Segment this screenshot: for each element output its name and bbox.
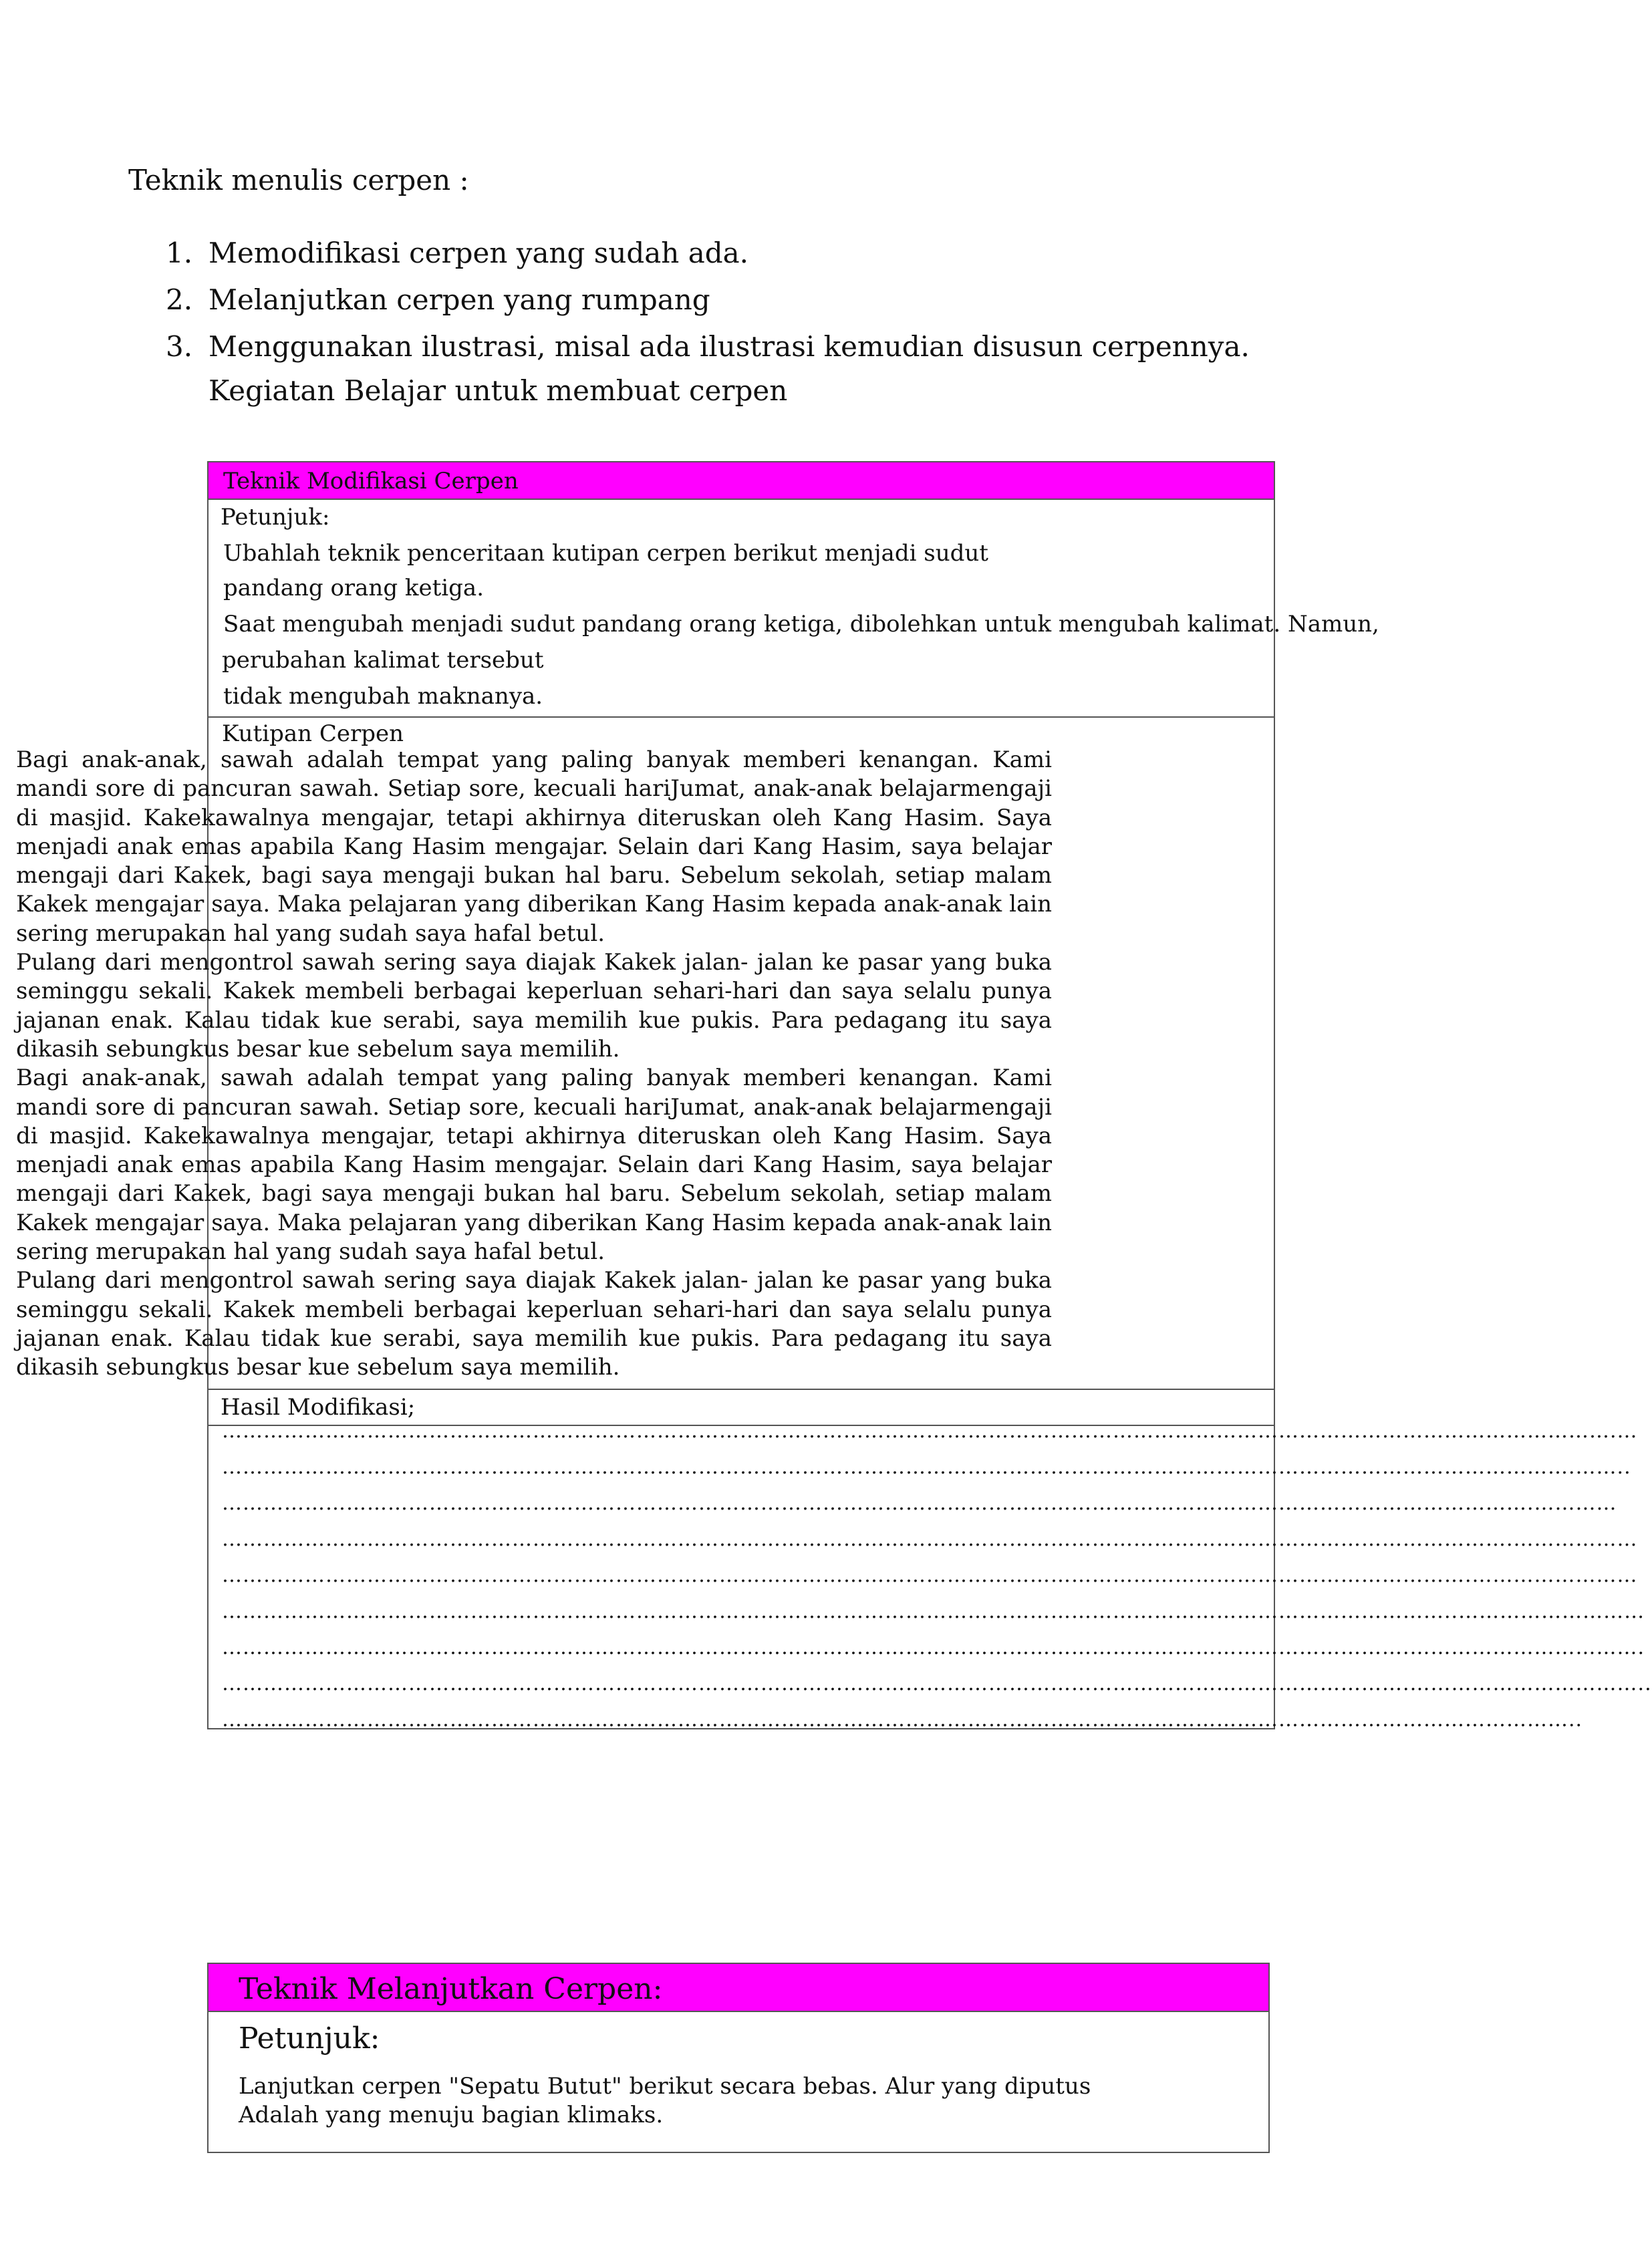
- divider: [209, 1389, 1274, 1390]
- list-number: 2.: [166, 283, 193, 316]
- list-number: 1.: [166, 237, 193, 269]
- table-header-title: Teknik Modifikasi Cerpen: [223, 468, 519, 495]
- technique-list: [166, 230, 1250, 370]
- dotted-line: ……………………………………………………………………………………………………………………………………………………….…………………………….: [222, 1636, 1645, 1659]
- petunjuk-label: Petunjuk:: [221, 504, 330, 531]
- dotted-line: ……………………………………………………………………………………………………………………………………………………………………….…………: [222, 1492, 1617, 1515]
- instruction-text: Saat mengubah menjadi sudut pandang orang ketiga, dibolehkan untuk mengubah kalimat. Namun,: [223, 611, 1379, 638]
- list-text: Melanjutkan cerpen yang rumpang: [209, 283, 710, 316]
- story-paragraph: Pulang dari mengontrol sawah sering saya diajak Kakek jalan- jalan ke pasar yang buka seminggu sekali. Kakek membeli berbagai keperluan sehari-hari dan saya selalu punya jajanan enak. Kalau tidak kue serabi, saya memilih kue pukis. Para pedagang itu saya dikasih sebungkus besar kue sebelum saya memilih.: [16, 949, 1052, 1063]
- list-item: [166, 323, 1250, 370]
- answer-lines[interactable]: [222, 1413, 1652, 1738]
- table-header: [209, 1964, 1268, 2012]
- divider: [209, 716, 1274, 718]
- instruction-text: perubahan kalimat tersebut: [222, 647, 544, 674]
- list-text: Menggunakan ilustrasi, misal ada ilustrasi kemudian disusun cerpennya.: [209, 330, 1250, 363]
- dotted-line: ……………………………………………………………………………………………………………………………………………………………….……………………: [222, 1564, 1638, 1587]
- story-paragraph: Pulang dari mengontrol sawah sering saya diajak Kakek jalan- jalan ke pasar yang buka seminggu sekali. Kakek membeli berbagai keperluan sehari-hari dan saya selalu punya jajanan enak. Kalau tidak kue serabi, saya memilih kue pukis. Para pedagang itu saya dikasih sebungkus besar kue sebelum saya memilih.: [16, 1267, 1052, 1381]
- dotted-line: …………………………………………………………………………………………………………………………………………………………………….………………: [222, 1528, 1638, 1551]
- table-header: [209, 462, 1274, 500]
- instruction-text: Adalah yang menuju bagian klimaks.: [239, 2102, 664, 2128]
- dotted-line: …………………………………………………………………………………………………………………………………………………………………………….……..: [222, 1455, 1631, 1479]
- page-heading: Teknik menulis cerpen :: [128, 164, 469, 196]
- list-item: [166, 277, 1250, 323]
- petunjuk-label: Petunjuk:: [239, 2021, 380, 2056]
- story-paragraph: Bagi anak-anak, sawah adalah tempat yang paling banyak memberi kenangan. Kami mandi sore di pancuran sawah. Setiap sore, kecuali hariJumat, anak-anak belajarmengaji di masjid. Kakekawalnya mengajar, tetapi akhirnya diteruskan oleh Kang Hasim. Saya menjadi anak emas apabila Kang Hasim mengajar. Selain dari Kang Hasim, saya belajar mengaji dari Kakek, bagi saya mengaji bukan hal baru. Sebelum sekolah, setiap malam Kakek mengajar saya. Maka pelajaran yang diberikan Kang Hasim kepada anak-anak lain sering merupakan hal yang sudah saya hafal betul.: [16, 1065, 1052, 1266]
- dotted-line: ……………………………………………………………………………………………………………………………………………………………..………………………: [222, 1600, 1645, 1623]
- list-item: [166, 230, 1250, 277]
- instruction-block: [239, 2072, 1091, 2130]
- hasil-label: Hasil Modifikasi;: [221, 1394, 416, 1421]
- instruction-text: Ubahlah teknik penceritaan kutipan cerpen berikut menjadi sudut: [223, 540, 988, 567]
- table-header-title: Teknik Melanjutkan Cerpen:: [239, 1972, 663, 2006]
- instruction-text: Lanjutkan cerpen "Sepatu Butut" berikut secara bebas. Alur yang diputus: [239, 2073, 1091, 2100]
- dotted-line: ……………………………………………………………………………………………………………………………………………………….……………………………..: [222, 1672, 1652, 1695]
- story-excerpt: [16, 746, 1052, 1383]
- story-paragraph: Bagi anak-anak, sawah adalah tempat yang paling banyak memberi kenangan. Kami mandi sore di pancuran sawah. Setiap sore, kecuali hariJumat, anak-anak belajarmengaji di masjid. Kakekawalnya mengajar, tetapi akhirnya diteruskan oleh Kang Hasim. Saya menjadi anak emas apabila Kang Hasim mengajar. Selain dari Kang Hasim, saya belajar mengaji dari Kakek, bagi saya mengaji bukan hal baru. Sebelum sekolah, setiap malam Kakek mengajar saya. Maka pelajaran yang diberikan Kang Hasim kepada anak-anak lain sering merupakan hal yang sudah saya hafal betul.: [16, 746, 1052, 947]
- list-number: 3.: [166, 330, 193, 363]
- instruction-text: pandang orang ketiga.: [223, 575, 485, 601]
- list-text: Memodifikasi cerpen yang sudah ada.: [209, 237, 749, 269]
- dotted-line: ……………………………………………………………………………………………………………………………………………………………………………..: [222, 1708, 1583, 1731]
- activity-subtitle: Kegiatan Belajar untuk membuat cerpen: [209, 374, 788, 407]
- dotted-line: ………………………………………………………………………………………………………………………………………………………………………………….…: [222, 1419, 1638, 1443]
- continuation-table: [207, 1963, 1270, 2153]
- instruction-text: tidak mengubah maknanya.: [223, 683, 543, 710]
- kutipan-label: Kutipan Cerpen: [222, 720, 404, 747]
